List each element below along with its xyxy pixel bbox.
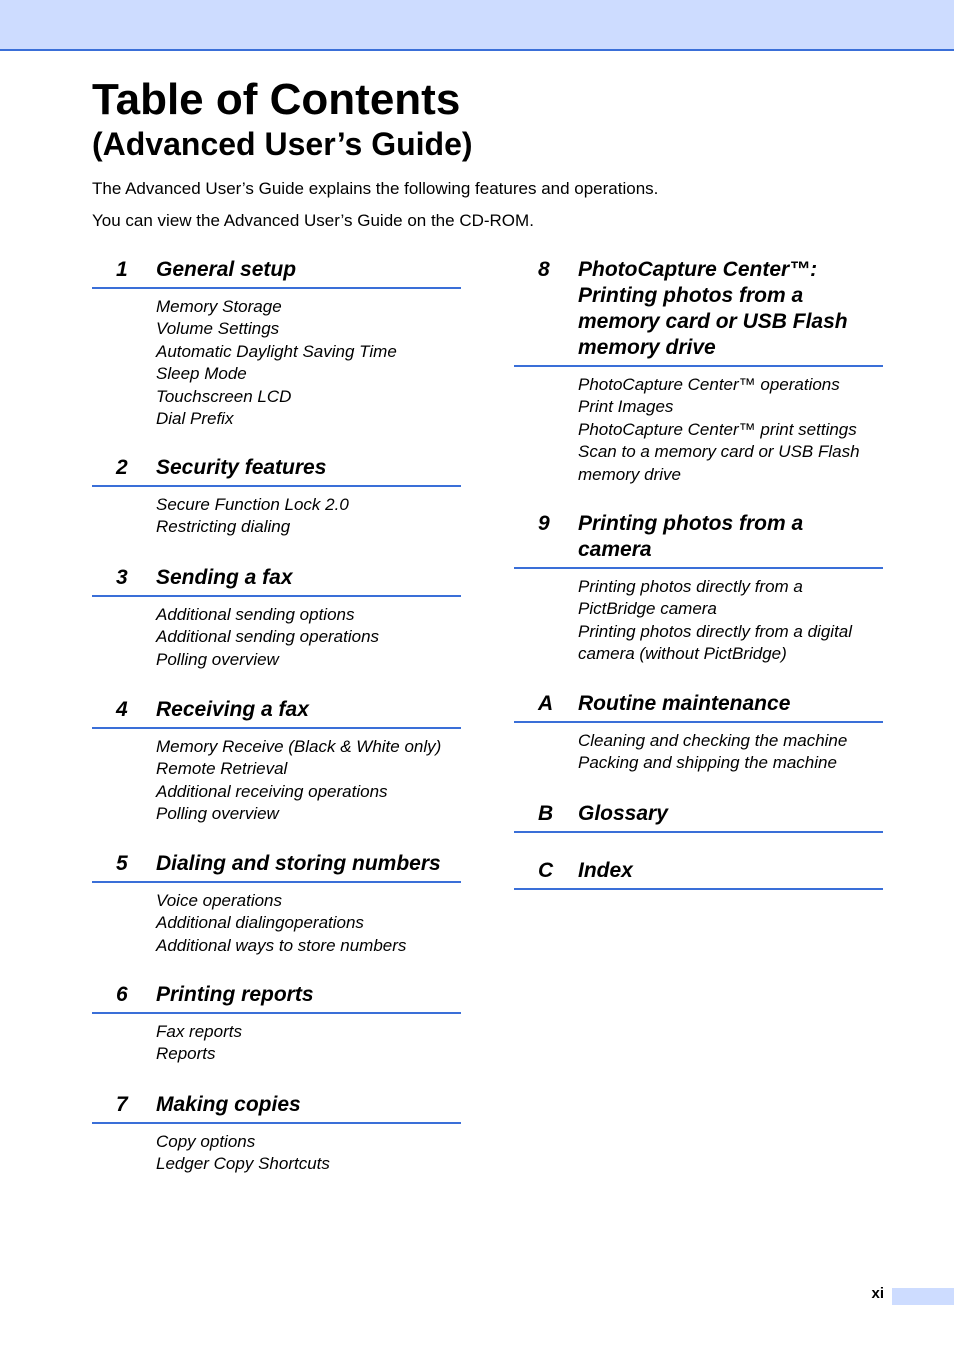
toc-item[interactable]: Additional sending options [156, 605, 355, 624]
toc-section-6[interactable] [92, 982, 461, 1066]
header-band [0, 0, 954, 51]
toc-section-4[interactable] [92, 697, 461, 826]
section-number: 5 [116, 852, 128, 875]
section-title-line[interactable]: Printing photos from a [578, 284, 804, 307]
section-heading[interactable] [92, 455, 461, 487]
section-heading[interactable] [514, 257, 883, 367]
toc-item[interactable]: Touchscreen LCD [156, 386, 292, 406]
toc-item[interactable]: PictBridge camera [578, 599, 717, 619]
toc-item[interactable]: Printing photos directly from a digital [578, 621, 853, 641]
section-number: A [538, 692, 554, 715]
intro-text: The Advanced User’s Guide explains the following features and operations. [92, 179, 659, 198]
page-subtitle: (Advanced User’s Guide) [92, 126, 473, 162]
toc-item[interactable]: Automatic Daylight Saving Time [156, 341, 397, 361]
section-title-line[interactable]: PhotoCapture Center™: [578, 258, 818, 281]
toc-item[interactable]: Memory Receive (Black & White only) [156, 737, 442, 756]
toc-section-3[interactable] [92, 565, 461, 671]
toc-item[interactable]: PhotoCapture Center™ operations [578, 375, 840, 394]
toc-section-9[interactable] [514, 511, 883, 666]
toc-item[interactable]: Polling overview [156, 649, 279, 669]
section-title-line[interactable]: Index [578, 859, 633, 882]
section-number: 1 [116, 258, 128, 281]
section-title-line[interactable]: memory drive [578, 336, 716, 359]
section-number: 7 [116, 1093, 128, 1116]
toc-section-2[interactable] [92, 455, 461, 539]
toc-item[interactable]: Voice operations [156, 891, 283, 910]
section-heading[interactable] [92, 565, 461, 597]
section-number: 6 [116, 983, 128, 1006]
page-number: xi [871, 1285, 884, 1302]
toc-section-1[interactable] [92, 257, 461, 430]
toc-item[interactable]: Fax reports [156, 1022, 242, 1041]
section-number: 8 [538, 258, 550, 281]
section-number: B [538, 802, 554, 825]
toc-item[interactable]: Cleaning and checking the machine [578, 731, 848, 750]
section-title[interactable]: Printing reports [156, 983, 314, 1006]
section-title-line[interactable]: Printing photos from a [578, 512, 804, 535]
section-items [156, 1021, 461, 1066]
toc-section-b[interactable] [514, 801, 883, 833]
section-items [578, 730, 883, 775]
section-heading[interactable] [514, 511, 883, 569]
section-title[interactable]: Making copies [156, 1093, 301, 1116]
toc-item[interactable]: camera (without PictBridge) [578, 644, 787, 664]
section-heading[interactable] [92, 697, 461, 729]
section-number: 3 [116, 566, 128, 589]
section-title[interactable]: Receiving a fax [156, 698, 309, 721]
section-number: 4 [116, 698, 128, 721]
section-items [156, 296, 461, 430]
toc-item[interactable]: Packing and shipping the machine [578, 753, 837, 773]
toc-item[interactable]: Dial Prefix [156, 409, 234, 429]
toc-item[interactable]: Sleep Mode [156, 364, 247, 384]
section-number: 2 [116, 456, 128, 479]
toc-item[interactable]: Additional ways to store numbers [156, 935, 407, 955]
toc-item[interactable]: PhotoCapture Center™ print settings [578, 419, 857, 439]
toc-item[interactable]: Memory Storage [156, 297, 282, 316]
section-title[interactable]: Security features [156, 456, 327, 479]
toc-section-7[interactable] [92, 1092, 461, 1176]
section-heading[interactable] [514, 801, 883, 833]
toc-item[interactable]: Volume Settings [156, 319, 280, 339]
section-heading[interactable] [92, 851, 461, 883]
section-heading[interactable] [92, 1092, 461, 1124]
toc-item[interactable]: Additional receiving operations [156, 781, 388, 801]
toc-item[interactable]: memory drive [578, 464, 681, 484]
toc-item[interactable]: Print Images [578, 397, 674, 417]
section-items [156, 890, 461, 957]
section-items [156, 494, 461, 539]
section-title-line[interactable]: memory card or USB Flash [578, 310, 848, 333]
toc-section-5[interactable] [92, 851, 461, 957]
page-tab-marker [892, 1288, 954, 1305]
section-heading[interactable] [514, 691, 883, 723]
toc-item[interactable]: Remote Retrieval [156, 759, 288, 779]
toc-section-c[interactable] [514, 858, 883, 890]
toc-item[interactable]: Additional sending operations [156, 627, 380, 647]
section-title[interactable]: Dialing and storing numbers [156, 852, 441, 875]
section-items [156, 736, 461, 826]
section-number: C [538, 859, 554, 882]
section-heading[interactable] [92, 257, 461, 289]
toc-section-a[interactable] [514, 691, 883, 775]
section-heading[interactable] [92, 982, 461, 1014]
section-items [578, 576, 883, 666]
section-title[interactable]: Sending a fax [156, 566, 293, 589]
section-items [578, 374, 883, 486]
toc-item[interactable]: Restricting dialing [156, 517, 291, 537]
toc-item[interactable]: Additional dialingoperations [156, 913, 364, 933]
cd-rom-note: You can view the Advanced User’s Guide on the CD-ROM. [92, 211, 534, 230]
page-title: Table of Contents [92, 75, 461, 124]
toc-item[interactable]: Secure Function Lock 2.0 [156, 495, 349, 514]
toc-item[interactable]: Reports [156, 1044, 216, 1064]
section-title-line[interactable]: Glossary [578, 802, 668, 825]
toc-item[interactable]: Copy options [156, 1132, 256, 1151]
section-items [156, 1131, 461, 1176]
section-title-line[interactable]: Routine maintenance [578, 692, 791, 715]
section-title[interactable]: General setup [156, 258, 297, 281]
section-title-line[interactable]: camera [578, 538, 652, 561]
toc-item[interactable]: Printing photos directly from a [578, 577, 803, 596]
toc-item[interactable]: Polling overview [156, 804, 279, 824]
toc-item[interactable]: Ledger Copy Shortcuts [156, 1154, 330, 1174]
section-heading[interactable] [514, 858, 883, 890]
section-number: 9 [538, 512, 550, 535]
toc-section-8[interactable] [514, 257, 883, 486]
toc-item[interactable]: Scan to a memory card or USB Flash [578, 442, 860, 462]
section-items [156, 604, 461, 671]
